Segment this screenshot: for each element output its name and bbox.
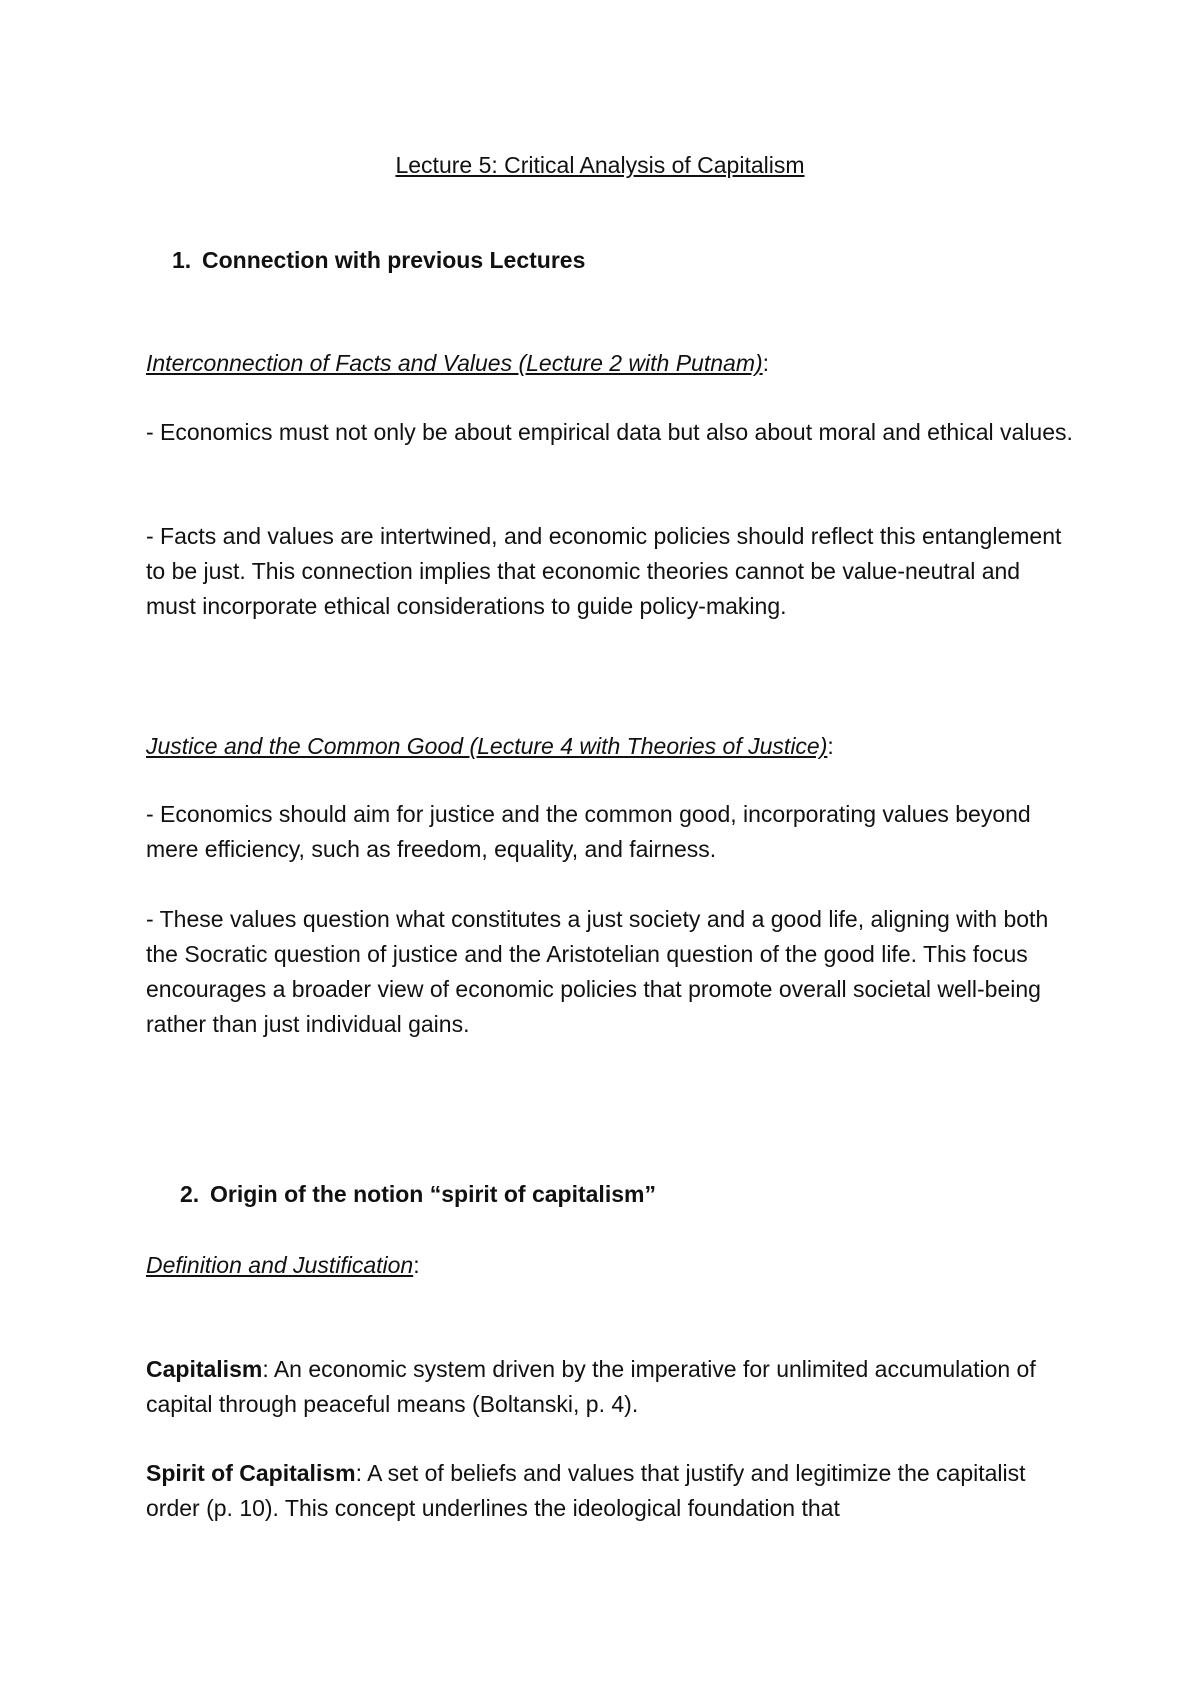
subheading-justice-label: Justice and the Common Good (Lecture 4 with Theories of Justice) (146, 733, 828, 759)
subheading-facts-values (146, 346, 1076, 381)
section-2-number: 2. (180, 1181, 200, 1207)
definition-text: : A set of beliefs and values that justify and legitimize the capitalist order (p. 10). This concept underlines the ideological foundation that (146, 1460, 1026, 1521)
definition-text: : An economic system driven by the imperative for unlimited accumulation of capital through peaceful means (Boltanski, p. 4). (146, 1356, 1036, 1417)
subheading-definition (146, 1248, 1076, 1283)
document-title: Lecture 5: Critical Analysis of Capitalism (395, 152, 805, 178)
subheading-facts-values-label: Interconnection of Facts and Values (Lecture 2 with Putnam) (146, 350, 763, 376)
subheading-colon: : (762, 350, 770, 376)
section-2-heading (146, 1177, 1076, 1212)
paragraph-facts-values-1: - Economics must not only be about empirical data but also about moral and ethical values. (146, 419, 1073, 445)
paragraph-justice-2: - These values question what constitutes a just society and a good life, aligning with both the Socratic question of justice and the Aristotelian question of the good life. This focus encourages a broader view of economic policies that promote overall societal well-being rather than just individual gains. (146, 906, 1049, 1037)
section-1-heading (146, 243, 1076, 278)
definition-term: Spirit of Capitalism (146, 1460, 356, 1486)
definition-capitalism (146, 1352, 1076, 1422)
definition-spirit-of-capitalism (146, 1456, 1076, 1526)
section-2-title: Origin of the notion “spirit of capitalism” (210, 1181, 656, 1207)
subheading-justice-common-good (146, 729, 1076, 764)
paragraph-justice-1: - Economics should aim for justice and the common good, incorporating values beyond mere efficiency, such as freedom, equality, and fairness. (146, 801, 1031, 862)
subheading-colon: : (413, 1252, 420, 1278)
section-1-number: 1. (172, 247, 192, 273)
subheading-definition-label: Definition and Justification (146, 1252, 414, 1278)
paragraph-facts-values-2: - Facts and values are intertwined, and economic policies should reflect this entanglement to be just. This connection implies that economic theories cannot be value-neutral and must incorporate ethical considerations to guide policy-making. (146, 523, 1062, 619)
section-1-title: Connection with previous Lectures (202, 247, 586, 273)
definition-term: Capitalism (146, 1356, 263, 1382)
subheading-colon: : (827, 733, 834, 759)
